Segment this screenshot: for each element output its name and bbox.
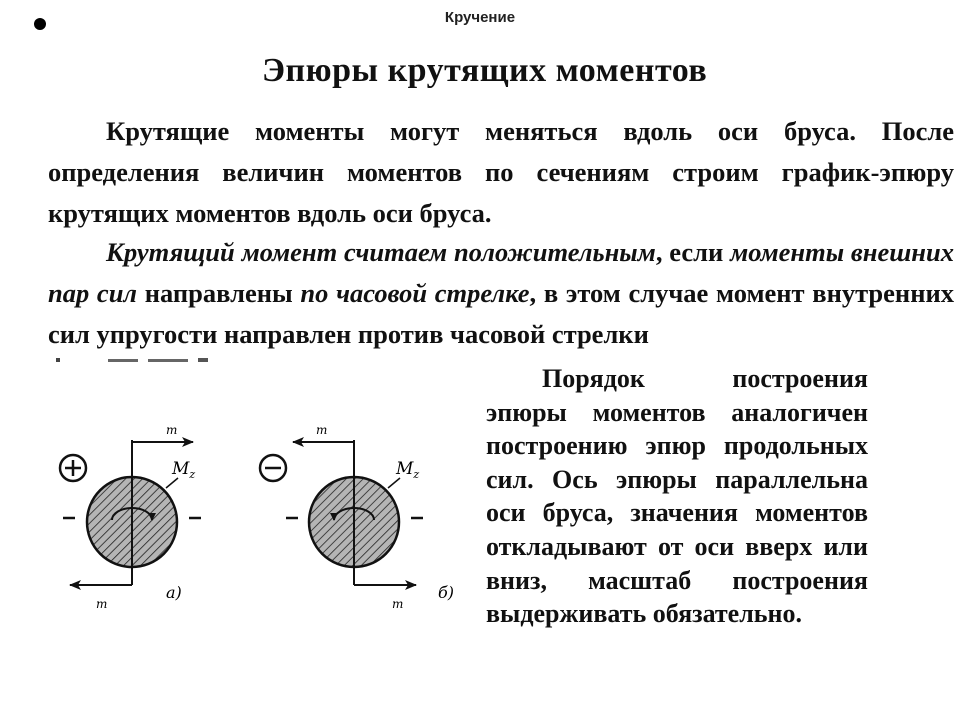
arrow-label: m: [96, 597, 108, 611]
arrow-label: m: [316, 423, 328, 437]
figure-caption: а): [166, 583, 182, 602]
torque-diagrams-svg: [48, 420, 478, 630]
paragraph-2-text: , если: [655, 237, 731, 267]
external-moments-term: моменты внешних пар сил: [48, 237, 954, 308]
diagram-b: [260, 423, 454, 611]
clockwise-term: по часовой стрелке: [300, 278, 530, 308]
positive-sign-icon: [60, 455, 86, 481]
paragraph-1-text: Крутящие моменты могут меняться вдоль оси бруса. После определения величин моментов по сечениям строим график-эпюру крутящих моментов вдоль оси бруса.: [48, 116, 954, 228]
paragraph-1: [48, 111, 954, 234]
arrow-label: m: [166, 423, 178, 437]
paragraph-2-text: , в этом случае момент внутренних сил упругости направлен против часовой стрелки: [48, 278, 954, 349]
moment-label: $M_z$: [172, 459, 196, 481]
cropped-text-fragment: [48, 352, 248, 362]
paragraph-2: [48, 232, 954, 355]
arrow-label: m: [392, 597, 404, 611]
leader-line: [388, 478, 400, 488]
construction-order-paragraph: Порядок построения эпюры моментов аналогичен построению эпюр продольных сил. Ось эпюры параллельна оси бруса, значения моментов откладывают от оси вверх или вниз, масштаб построения выдерживать обязательно.: [486, 364, 868, 629]
negative-sign-icon: [260, 455, 286, 481]
construction-order-text: [486, 362, 868, 631]
cropped-text-marks: [48, 357, 248, 362]
page-title: Эпюры крутящих моментов: [262, 52, 708, 89]
slide-topic: Кручение: [444, 9, 516, 26]
figure-caption: б): [438, 583, 455, 602]
leader-line: [166, 478, 178, 488]
positive-moment-definition: Крутящий момент считаем положительным: [106, 237, 656, 267]
torque-sign-diagrams: [48, 420, 478, 634]
diagram-a: [60, 423, 201, 611]
paragraph-2-text: направлены: [137, 278, 301, 308]
moment-label: $M_z$: [396, 459, 420, 481]
